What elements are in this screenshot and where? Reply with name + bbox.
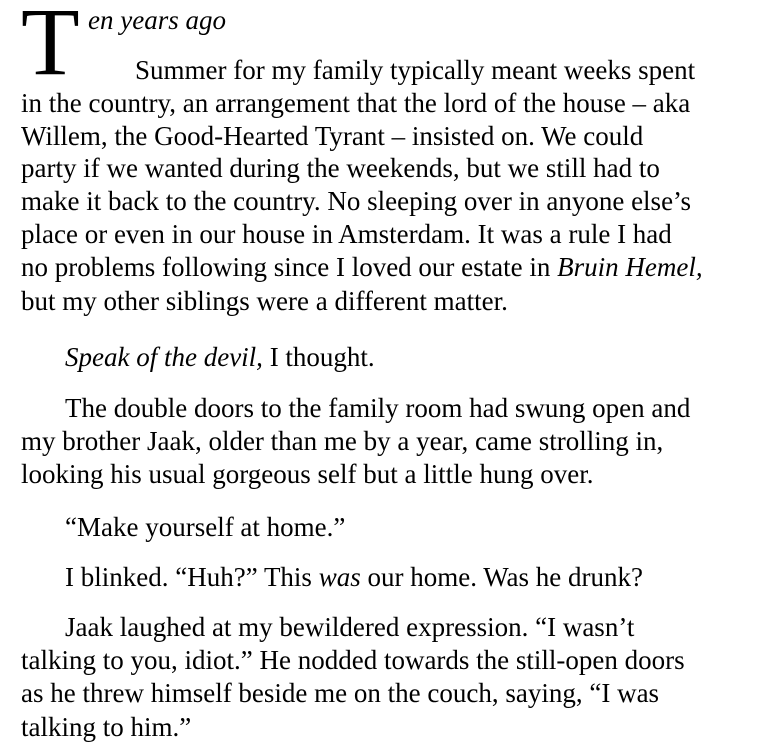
text-line <box>65 561 643 594</box>
text-line: place or even in our house in Amsterdam. It was a rule I had <box>21 219 672 249</box>
chapter-opening-heading: en years ago <box>88 5 226 35</box>
italic-thought: Speak of the devil, <box>65 342 263 372</box>
text-run: I blinked. “Huh?” This <box>65 562 319 592</box>
text-line: make it back to the country. No sleeping over in anyone else’s <box>21 186 692 216</box>
text-line: but my other siblings were a different matter. <box>21 286 508 316</box>
text-line: as he threw himself beside me on the couch, saying, “I was <box>21 678 660 708</box>
text-line: Willem, the Good-Hearted Tyrant – insisted on. We could <box>21 121 644 151</box>
text-line: in the country, an arrangement that the lord of the house – aka <box>21 88 691 118</box>
text-line: party if we wanted during the weekends, but we still had to <box>21 153 660 183</box>
italic-emphasis: was <box>318 562 361 592</box>
text-run: no problems following since I loved our estate in <box>21 252 558 282</box>
text-line <box>65 341 375 374</box>
drop-cap: T <box>21 0 80 95</box>
text-line: The double doors to the family room had swung open and <box>65 393 691 423</box>
text-line: talking to you, idiot.” He nodded towards the still-open doors <box>21 645 685 675</box>
text-line <box>21 251 703 284</box>
text-line: Summer for my family typically meant weeks spent <box>135 55 696 85</box>
text-line: “Make yourself at home.” <box>65 512 346 542</box>
text-line: my brother Jaak, older than me by a year, came strolling in, <box>21 426 664 456</box>
text-run: I thought. <box>262 342 375 372</box>
text-line: Jaak laughed at my bewildered expression. “I wasn’t <box>65 612 635 642</box>
italic-place-name: Bruin Hemel, <box>557 252 703 282</box>
text-run: our home. Was he drunk? <box>360 562 643 592</box>
text-line: looking his usual gorgeous self but a little hung over. <box>21 459 594 489</box>
text-line: talking to him.” <box>21 712 192 742</box>
